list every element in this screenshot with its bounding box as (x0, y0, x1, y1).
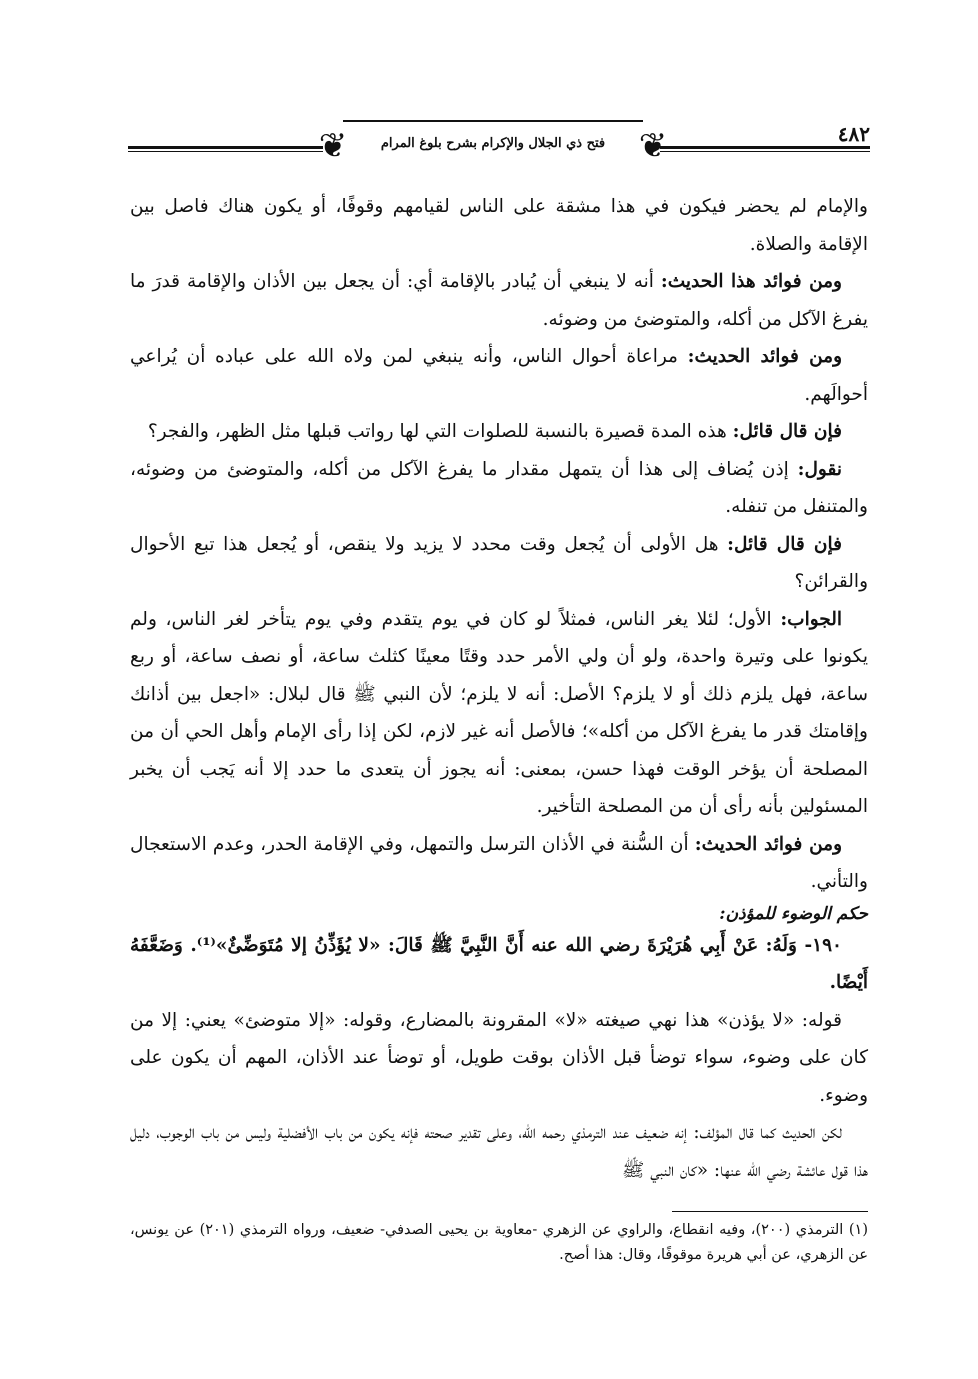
paragraph (130, 263, 868, 338)
paragraph (130, 601, 868, 826)
hadith-text: وَلَهُ: عَنْ أَبِي هُرَيْرَةَ رضي الله عنه أَنَّ النَّبِيَّ ﷺ قَالَ: «لا يُؤَذِّنُ إلا مُتَوَضِّئٌ»⁽¹⁾. وَضَعَّفَهُ أَيْضًا. (130, 934, 868, 993)
page-body (130, 188, 868, 1189)
paragraph (130, 338, 868, 413)
paragraph-text: قوله: «لا يؤذن» هذا نهي صيغته «لا» المقرونة بالمضارع، وقوله: «إلا متوضئ» يعني: إلا من كان على وضوء، سواء توضأ قبل الأذان بوقت طويل، أو توضأ عند الأذان، المهم أن يكون على وضوء. (130, 1009, 868, 1106)
paragraph-lead: الجواب: (780, 608, 842, 630)
paragraph (130, 526, 868, 601)
book-title: فتح ذي الجلال والإكرام بشرح بلوغ المرام (380, 136, 606, 151)
paragraph (130, 451, 868, 526)
page-header (128, 122, 870, 166)
paragraph-text: أن السُّنة في الأذان الترسل والتمهل، وفي الإقامة الحدر، وعدم الاستعجال والتأني. (130, 833, 868, 892)
footnote: (١) الترمذي (٢٠٠)، وفيه انقطاع، والراوي عن الزهري -معاوية بن يحيى الصدفي- ضعيف، ورواه الترمذي (٢٠١) عن يونس، عن الزهري، عن أبي هريرة موقوفًا، وقال: هذا أصح. (130, 1222, 868, 1263)
header-rule-right (660, 146, 870, 149)
paragraph-text: هل الأولى أن يُجعل وقت محدد لا يزيد ولا ينقص، أو يُجعل هذا تبع الأحوال والقرائن؟ (130, 533, 868, 592)
hadith (130, 927, 868, 1002)
paragraph (130, 1114, 868, 1189)
paragraph (130, 188, 868, 263)
header-rule-left-thin (128, 151, 323, 152)
ornament-icon: ❦ (638, 126, 668, 166)
paragraph-text: مراعاة أحوال الناس، وأنه ينبغي لمن ولاه الله على عباده أن يُراعي أحوالَهم. (130, 346, 868, 405)
paragraph-text: والإمام لم يحضر فيكون في هذا مشقة على الناس لقيامهم وقوفًا، أو يكون هناك فاصل بين الإقامة والصلاة. (130, 196, 868, 255)
paragraph-lead: نقول: (797, 458, 842, 480)
header-rule-right-thin (660, 151, 870, 152)
page-number: ٤٨٢ (837, 122, 870, 146)
paragraph-text: هذه المدة قصيرة بالنسبة للصلوات التي لها رواتب قبلها مثل الظهر، والفجر؟ (147, 421, 733, 442)
paragraph-text: لكن الحديث كما قال المؤلف: إنه ضعيف عند الترمذي رحمه الله، وعلى تقدير صحته فإنه يكون من باب الأفضلية وليس من باب الوجوب، دليل هذا قول عائشة رضي الله عنها: «كان النبي ﷺ (130, 1122, 868, 1181)
footnotes (130, 1218, 868, 1268)
paragraph-lead: فإن قال قائل: (727, 533, 842, 555)
paragraph-lead: فإن قال قائل: (732, 421, 842, 442)
paragraph-text: إذن يُضاف إلى هذا أن يتمهل مقدار ما يفرغ الآكل من أكله، والمتوضئ من وضوئه، والمتنفل من تنفله. (130, 458, 868, 517)
ornament-icon: ❦ (318, 126, 348, 166)
footnote-separator (672, 1211, 868, 1212)
section-heading: حكم الوضوء للمؤذن: (719, 903, 868, 924)
paragraph-lead: ومن فوائد الحديث: (687, 346, 843, 367)
hadith-number: ١٩٠- (804, 934, 842, 956)
header-rule-left (128, 146, 323, 149)
paragraph-text: الأول؛ لئلا يغر الناس، فمثلاً لو كان في يوم يتقدم وفي يوم يتأخر لغر الناس، ولم يكونوا على وتيرة واحدة، ولو أن ولي الأمر حدد وقتًا معينًا كثلث ساعة، أو نصف ساعة، أو ربع ساعة، فهل يلزم ذلك أو لا يلزم؟ الأصل: أنه لا يلزم؛ لأن النبي ﷺ قال لبلال: «اجعل بين أذانك وإقامتك قدر ما يفرغ الآكل من أكله»؛ فالأصل أنه غير لازم، لكن إذا رأى الإمام وأهل الحي أن من المصلحة أن يؤخر الوقت فهذا حسن، بمعنى: أنه يجوز أن يتعدى ما حدد إلا أنه يَجب أن يخبر المسئولين بأنه رأى أن من المصلحة التأخير. (130, 608, 868, 817)
paragraph (130, 826, 868, 901)
paragraph-lead: ومن فوائد هذا الحديث: (660, 271, 842, 292)
paragraph (130, 413, 868, 451)
paragraph (130, 1002, 868, 1115)
paragraph-lead: ومن فوائد الحديث: (694, 833, 842, 855)
header-rule-top (343, 120, 643, 122)
paragraph-text: أنه لا ينبغي أن يُبادر بالإقامة أي: أن يجعل بين الأذان والإقامة قدرَ ما يفرغ الآكل من أكله، والمتوضئ من وضوئه. (130, 271, 868, 330)
